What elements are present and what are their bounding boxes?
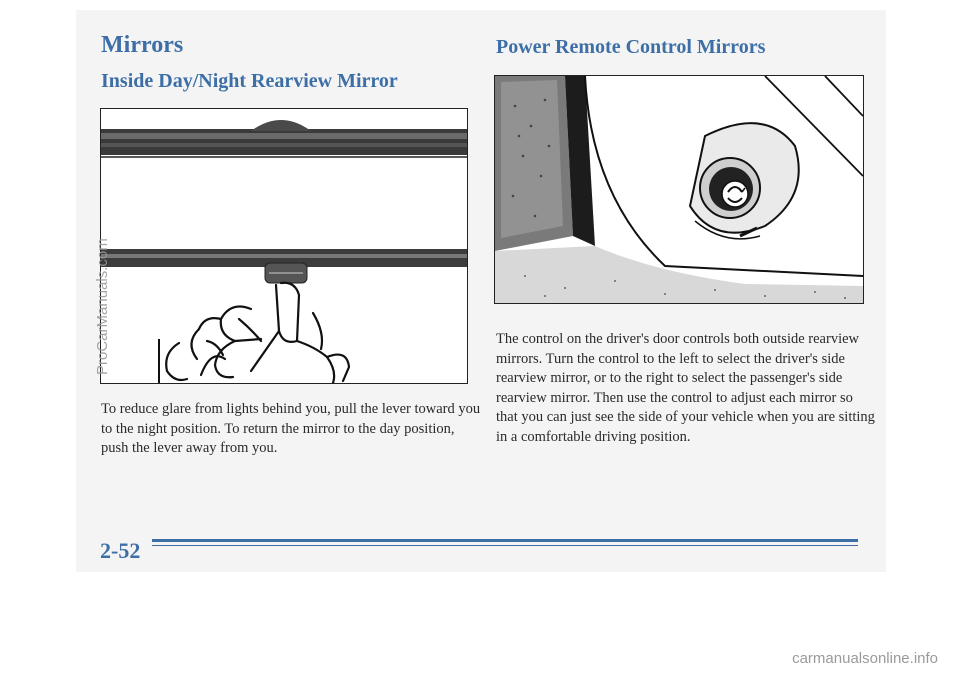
power-mirrors-title: Power Remote Control Mirrors — [496, 36, 766, 58]
mirror-control-illustration — [494, 75, 864, 304]
power-mirror-instructions: The control on the driver's door controls both outside rearview mirrors. Turn the control to the left to select the driver's side rearview mirror, or to the right to select the passenger's side rearview mirror. Then use the control to adjust each mirror so that you can just see the side of your vehicle when you are sitting in a comfortable driving position. — [496, 331, 875, 445]
footer-rule-thin — [152, 545, 858, 546]
page-number: 2-52 — [100, 538, 141, 563]
footer-rule — [152, 539, 858, 542]
rearview-mirror-illustration — [100, 108, 468, 384]
manual-page — [76, 10, 886, 572]
subsection-title: Inside Day/Night Rearview Mirror — [101, 70, 398, 92]
side-watermark: ProCarManuals.com — [94, 238, 111, 375]
bottom-watermark: carmanualsonline.info — [792, 650, 938, 667]
section-title: Mirrors — [101, 32, 184, 58]
mirror-instructions: To reduce glare from lights behind you, pull the lever toward you to the night position. To return the mirror to the day position, push the lever away from you. — [101, 401, 481, 456]
